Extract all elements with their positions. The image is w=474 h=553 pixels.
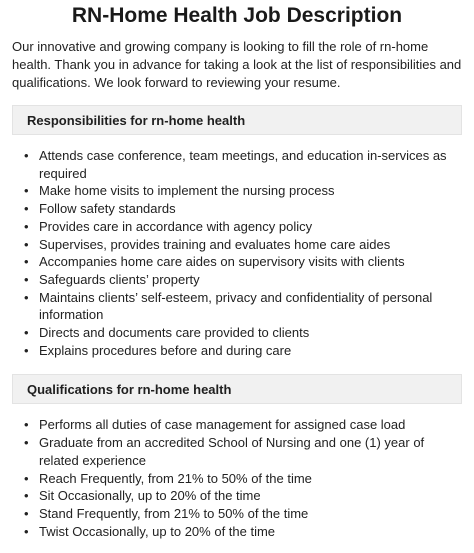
bullet-icon: • <box>24 488 29 504</box>
list-item: • Make home visits to implement the nursing process <box>24 183 335 199</box>
list-item: • Maintains clients’ self-esteem, privacy and confidentiality of personal information <box>24 289 433 323</box>
list-item: • Attends case conference, team meetings, and education in-services as required <box>24 148 447 181</box>
bullet-icon: • <box>24 435 29 451</box>
bullet-icon: • <box>24 148 29 163</box>
bullet-icon: • <box>24 470 29 486</box>
bullet-icon: • <box>24 523 29 539</box>
list-item: • Provides care in accordance with agency policy <box>24 218 313 234</box>
bullet-icon: • <box>24 271 29 287</box>
bullet-icon: • <box>24 254 29 270</box>
list-item: • Twist Occasionally, up to 20% of the time <box>24 523 276 539</box>
qualifications-list <box>12 416 462 540</box>
list-item: • Reach Frequently, from 21% to 50% of the time <box>24 470 312 486</box>
list-item: • Safeguards clients’ property <box>24 271 200 287</box>
qualifications-section-header <box>12 374 462 404</box>
bullet-icon: • <box>24 325 29 341</box>
responsibilities-heading: Responsibilities for rn-home health <box>27 112 246 128</box>
intro-paragraph: Our innovative and growing company is looking to fill the role of rn-home health. Thank you in advance for taking a look at the list of responsibilities and qualifications. We look forward to reviewing your resume. <box>12 39 462 90</box>
page-title: RN-Home Health Job Description <box>71 4 403 27</box>
list-item: • Stand Frequently, from 21% to 50% of the time <box>24 505 309 521</box>
list-item: • Graduate from an accredited School of Nursing and one (1) year of related experience <box>24 435 425 468</box>
list-item: • Follow safety standards <box>24 201 176 217</box>
responsibilities-section-header <box>12 105 462 135</box>
bullet-icon: • <box>24 218 29 234</box>
list-item: • Sit Occasionally, up to 20% of the time <box>24 488 261 504</box>
list-item: • Performs all duties of case management for assigned case load <box>24 417 406 433</box>
list-item: • Explains procedures before and during care <box>24 342 292 358</box>
bullet-icon: • <box>24 417 29 433</box>
bullet-icon: • <box>24 201 29 217</box>
bullet-icon: • <box>24 505 29 521</box>
list-item: • Accompanies home care aides on supervisory visits with clients <box>24 254 405 270</box>
list-item: • Supervises, provides training and evaluates home care aides <box>24 236 391 252</box>
responsibilities-list <box>12 147 462 359</box>
bullet-icon: • <box>24 236 29 252</box>
bullet-icon: • <box>24 342 29 358</box>
list-item: • Directs and documents care provided to clients <box>24 325 310 341</box>
bullet-icon: • <box>24 183 29 199</box>
bullet-icon: • <box>24 289 29 305</box>
qualifications-heading: Qualifications for rn-home health <box>27 381 232 397</box>
